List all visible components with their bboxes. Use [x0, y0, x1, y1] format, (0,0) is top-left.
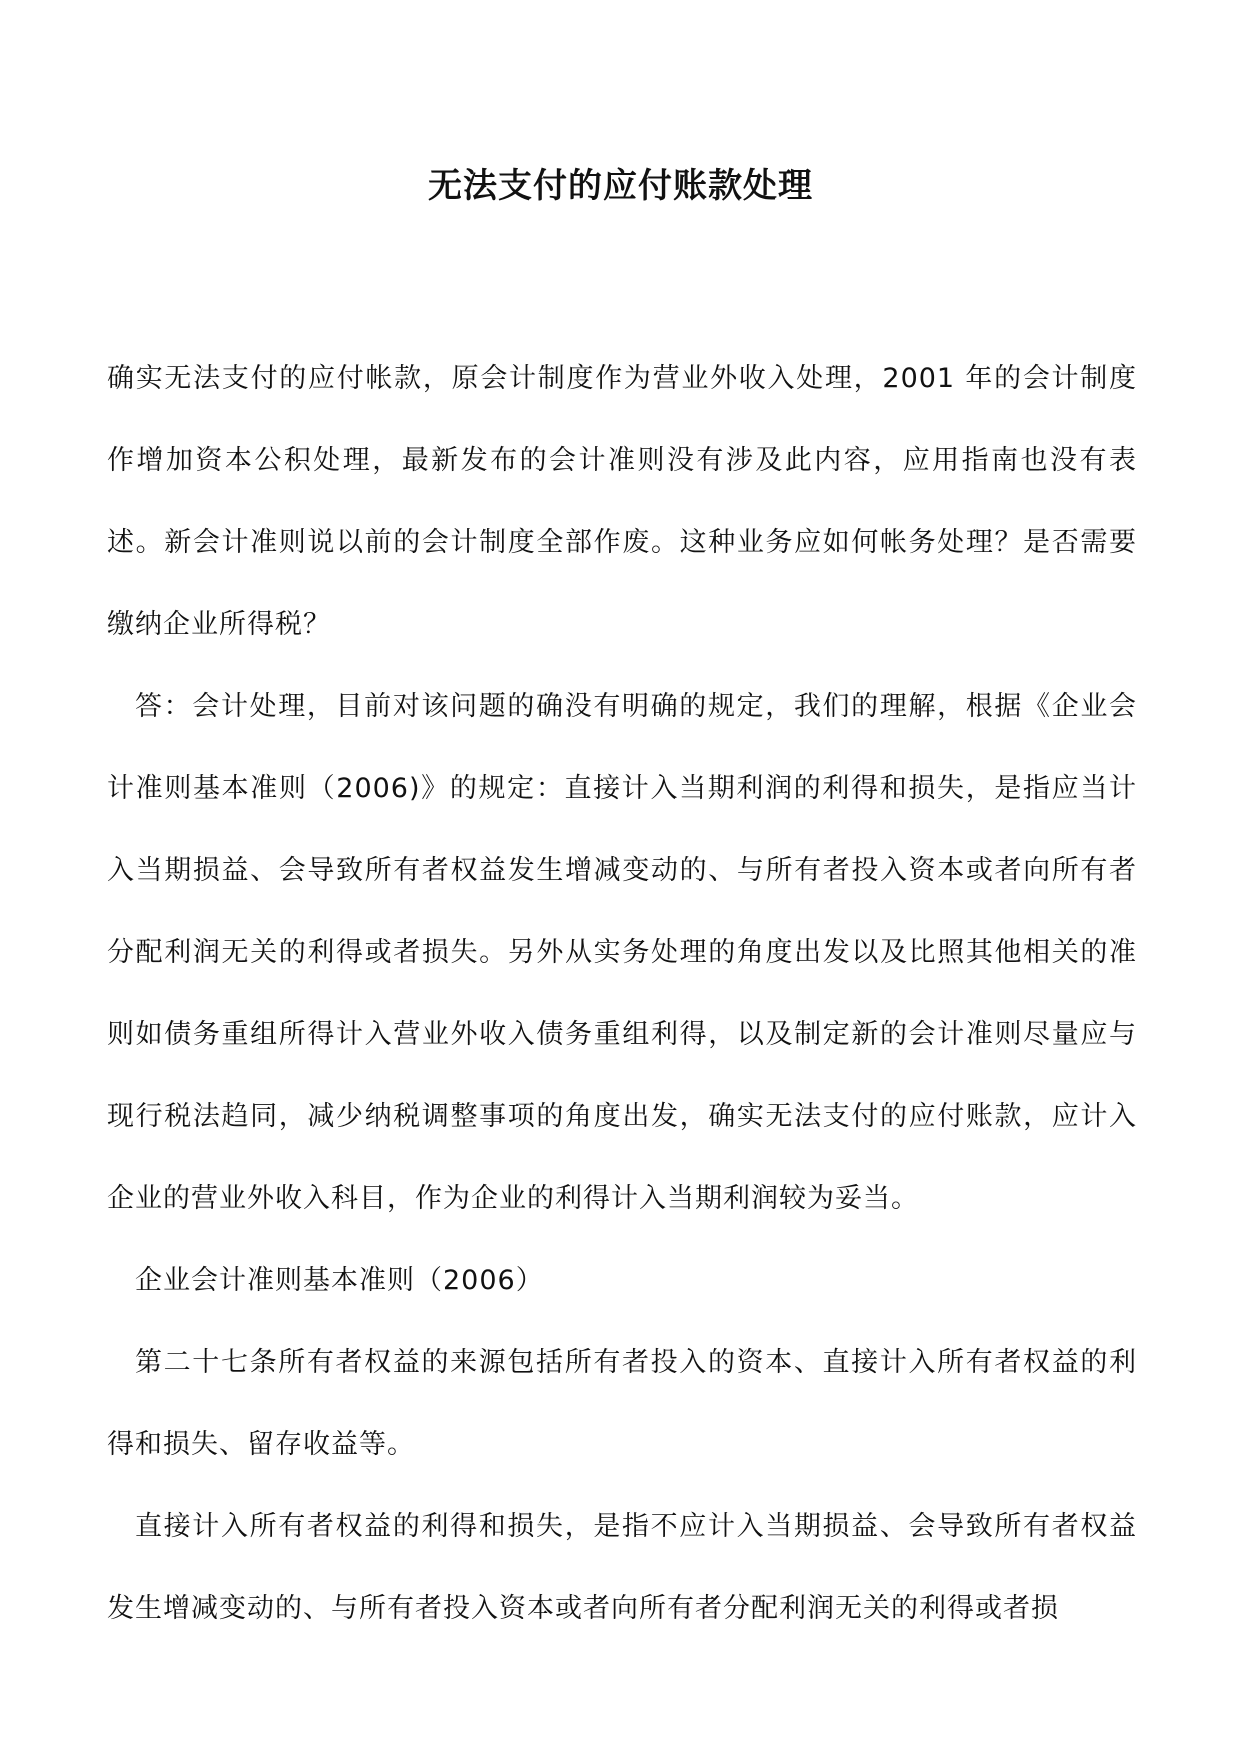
paragraph-question: 确实无法支付的应付帐款，原会计制度作为营业外收入处理，2001 年的会计制度作增加资本公积处理，最新发布的会计准则没有涉及此内容，应用指南也没有表述。新会计准则说以前的会计制度全部作废。这种业务应如何帐务处理？是否需要缴纳企业所得税？ — [107, 363, 1137, 640]
paragraph-definition: 直接计入所有者权益的利得和损失，是指不应计入当期损益、会导致所有者权益发生增减变动的、与所有者投入资本或者向所有者分配利润无关的利得或者损 — [107, 1511, 1137, 1624]
paragraph-answer: 答：会计处理，目前对该问题的确没有明确的规定，我们的理解，根据《企业会计准则基本准则（2006)》的规定：直接计入当期利润的利得和损失，是指应当计入当期损益、会导致所有者权益发生增减变动的、与所有者投入资本或者向所有者分配利润无关的利得或者损失。另外从实务处理的角度出发以及比照其他相关的准则如债务重组所得计入营业外收入债务重组利得，以及制定新的会计准则尽量应与现行税法趋同，减少纳税调整事项的角度出发，确实无法支付的应付账款，应计入企业的营业外收入科目，作为企业的利得计入当期利润较为妥当。 — [107, 691, 1137, 1214]
paragraph-standard-title: 企业会计准则基本准则（2006） — [135, 1265, 544, 1296]
document-body — [107, 338, 1137, 1650]
paragraph-article-27: 第二十七条所有者权益的来源包括所有者投入的资本、直接计入所有者权益的利得和损失、留存收益等。 — [107, 1347, 1137, 1460]
page-title: 无法支付的应付账款处理 — [428, 166, 813, 206]
